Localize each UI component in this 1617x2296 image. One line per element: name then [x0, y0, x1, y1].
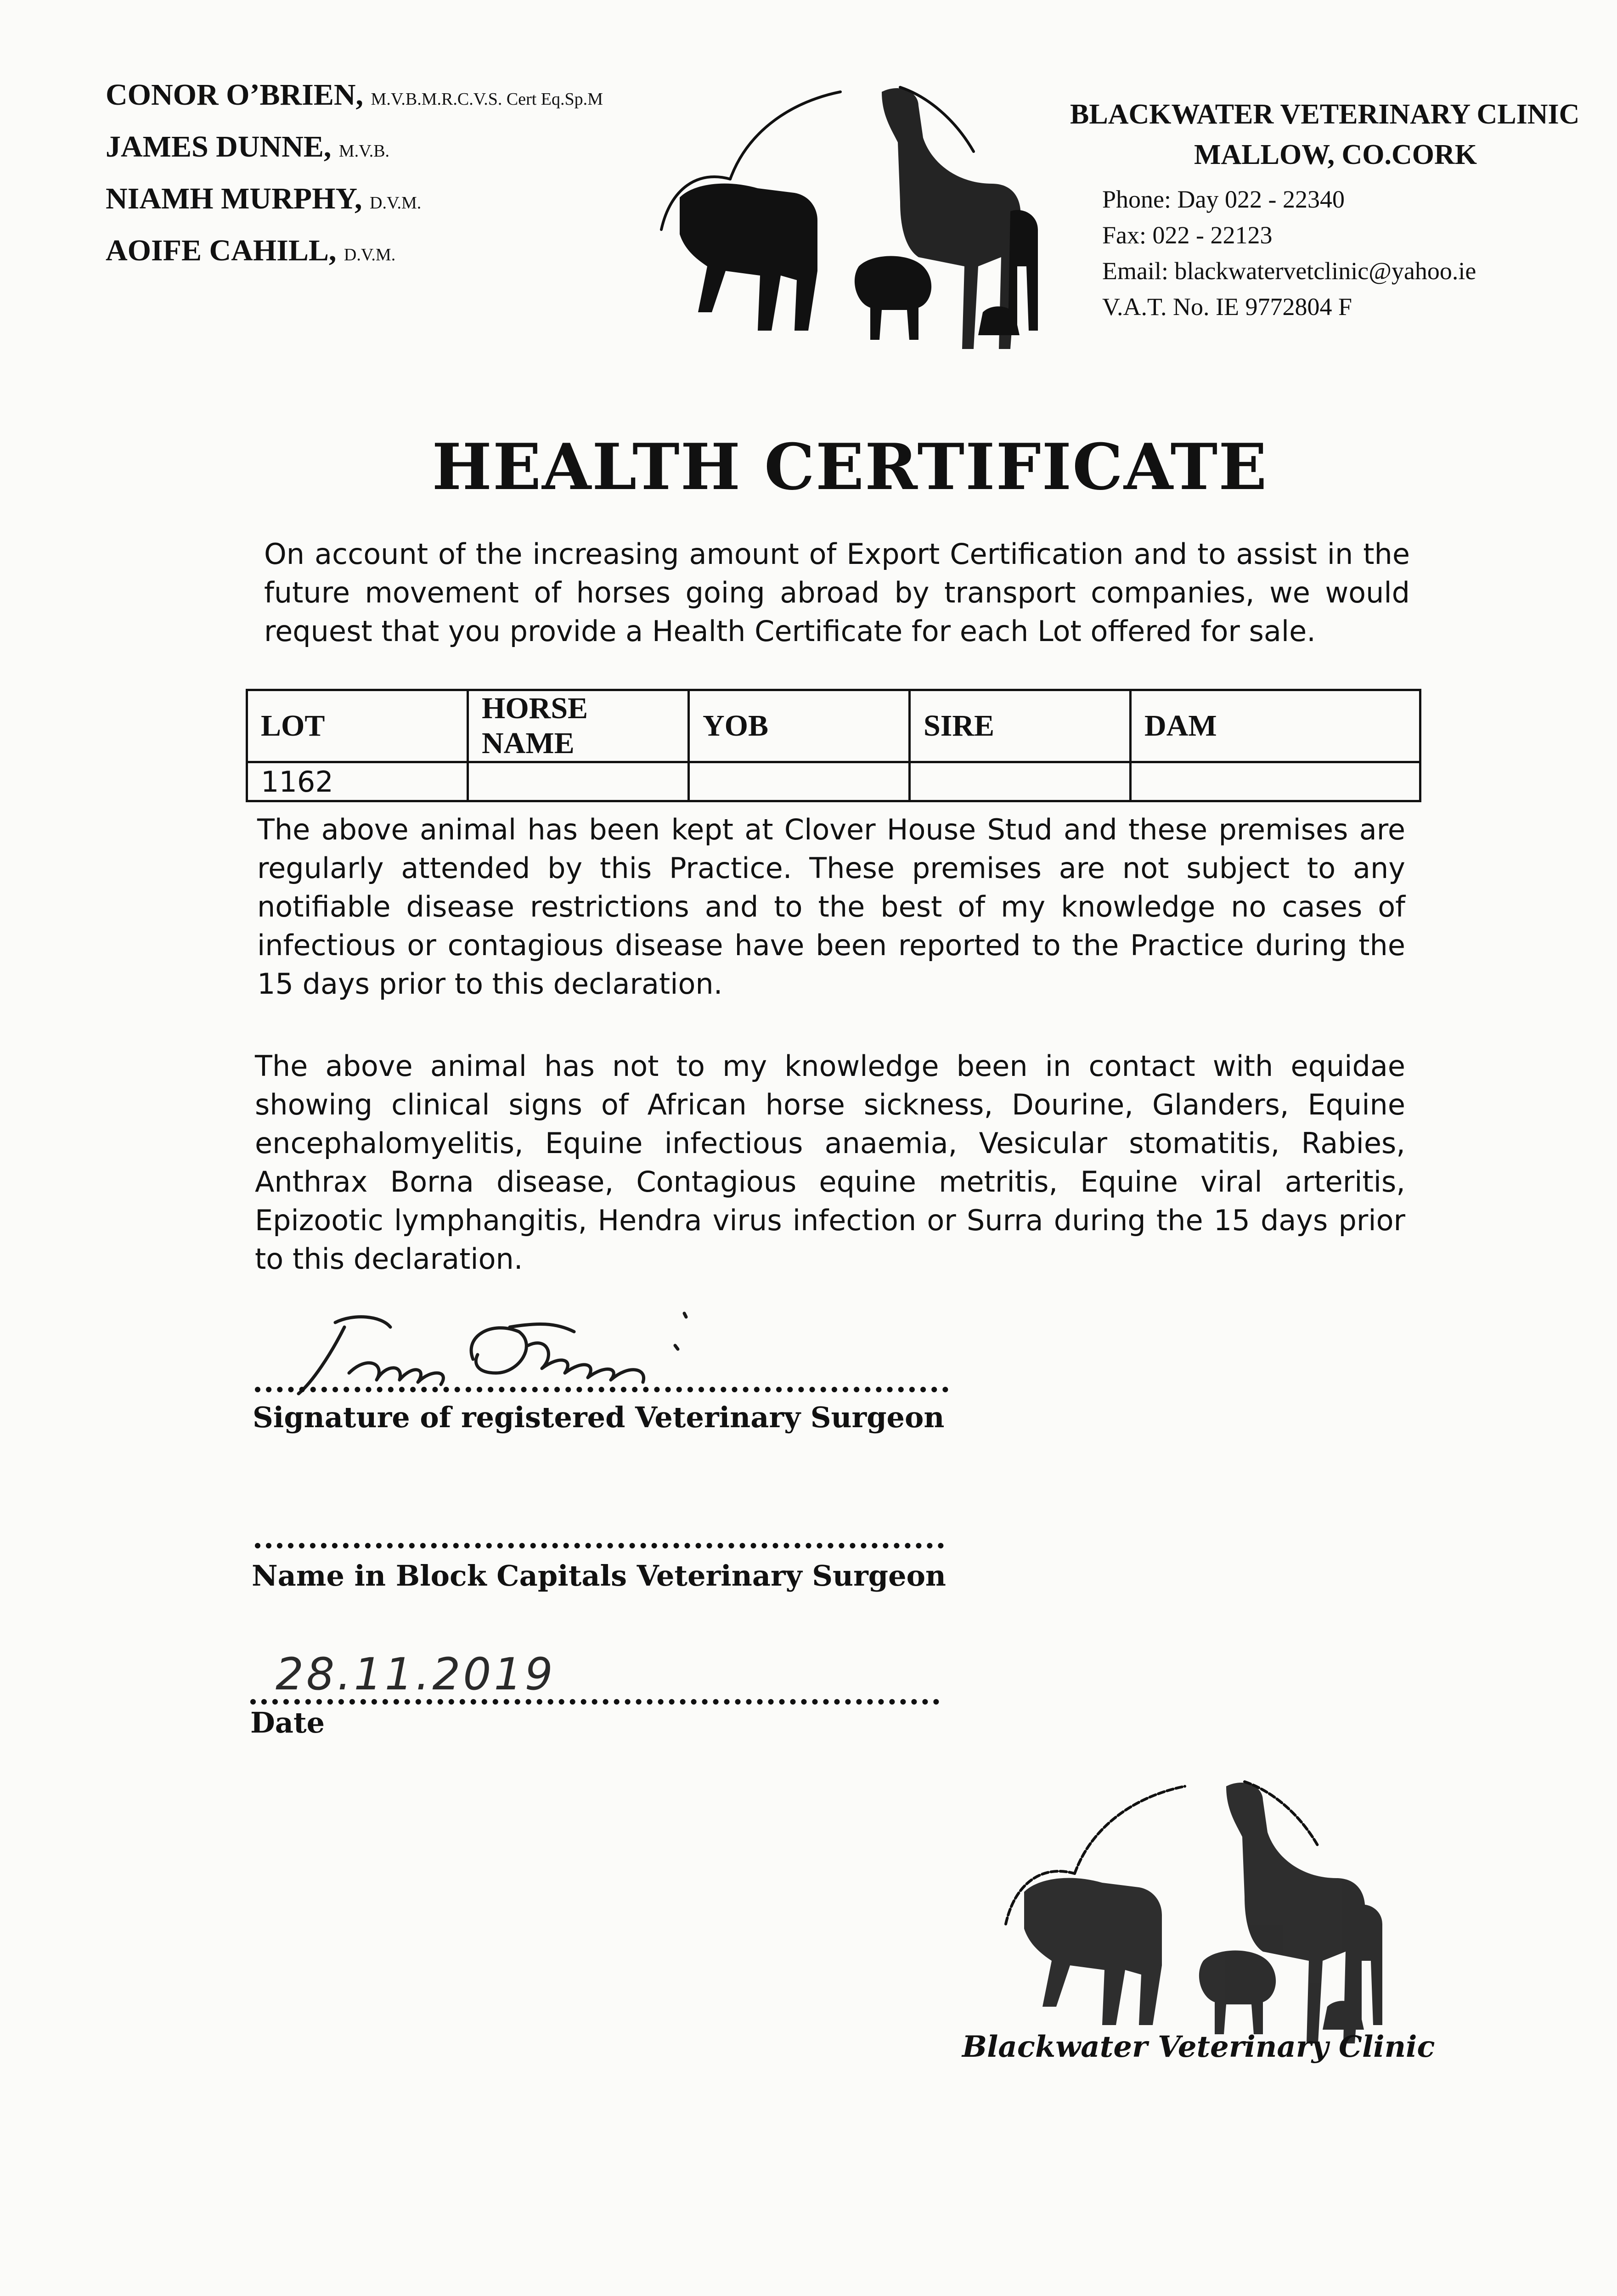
clinic-phone: Phone: Day 022 - 22340 [1102, 186, 1345, 213]
vet-entry [106, 71, 603, 123]
declaration-paragraph-1: The above animal has been kept at Clover House Stud and these premises are regularly attended by this Practice. These premises are not subject to any notifiable disease restrictions and to the best of my knowledge no cases of infectious or contagious disease have been reported to the Practice during the 15 days prior to this declaration. [257, 813, 1405, 1001]
header-lot: LOT [247, 690, 468, 762]
cell-sire [910, 762, 1131, 801]
vet-entry [106, 123, 603, 175]
date-label: Date [250, 1706, 325, 1739]
header-dam: DAM [1131, 690, 1420, 762]
document-title [0, 429, 1617, 504]
vet-entry [106, 175, 603, 227]
document-title-text: HEALTH CERTIFICATE [432, 429, 1268, 504]
vet-qualifications: M.V.B. [338, 141, 390, 161]
vet-qualifications: D.V.M. [370, 193, 422, 213]
clinic-email: Email: blackwatervetclinic@yahoo.ie [1102, 257, 1476, 285]
clinic-vat: V.A.T. No. IE 9772804 F [1102, 293, 1352, 321]
name-line [255, 1543, 944, 1548]
vet-qualifications: D.V.M. [344, 245, 396, 264]
signature-label: Signature of registered Veterinary Surgeon [253, 1401, 945, 1434]
handwritten-signature [280, 1295, 716, 1401]
declaration-paragraph-2: The above animal has not to my knowledge been in contact with equidae showing clinical signs of African horse sickness, Dourine, Glanders, Equine encephalomyelitis, Equine infectious anaemia, Vesicular stomatitis, Rabies, Anthrax Borna disease, Contagious equine metritis, Equine viral arteritis, Epizootic lymphangitis, Hendra virus infection or Surra during the 15 days prior to this declaration. [255, 1049, 1405, 1276]
lot-table [246, 689, 1421, 802]
clinic-name: BLACKWATER VETERINARY CLINIC [1070, 99, 1580, 130]
vet-name: AOIFE CAHILL, [106, 234, 337, 267]
cell-dam [1131, 762, 1420, 801]
cell-yob [689, 762, 910, 801]
cell-horse-name [468, 762, 689, 801]
name-label: Name in Block Capitals Veterinary Surgeon [252, 1559, 947, 1593]
vet-name: JAMES DUNNE, [106, 130, 332, 163]
signature-line [255, 1387, 948, 1392]
vet-name: NIAMH MURPHY, [106, 182, 362, 215]
header-yob: YOB [689, 690, 910, 762]
clinic-stamp-logo [987, 1768, 1392, 2043]
header-sire: SIRE [910, 690, 1131, 762]
date-line [250, 1699, 939, 1705]
clinic-fax: Fax: 022 - 22123 [1102, 221, 1273, 249]
vet-name: CONOR O’BRIEN, [106, 78, 364, 112]
stamp-clinic-name: Blackwater Veterinary Clinic [962, 2030, 1435, 2064]
clinic-logo [643, 73, 1047, 349]
cell-lot: 1162 [247, 762, 468, 801]
clinic-header [1070, 94, 1612, 175]
table-header-row [247, 690, 1420, 762]
handwritten-date: 28.11.2019 [276, 1649, 556, 1700]
clinic-contact [1102, 181, 1476, 325]
header-horse-name: HORSE NAME [468, 690, 689, 762]
clinic-location: MALLOW, CO.CORK [1194, 139, 1477, 170]
intro-paragraph: On account of the increasing amount of Export Certification and to assist in the future movement of horses going abroad by transport companies, we would request that you provide a Health Certificate for each Lot offered for sale. [264, 537, 1410, 648]
table-row [247, 762, 1420, 801]
vets-list [106, 71, 603, 279]
vet-qualifications: M.V.B.M.R.C.V.S. Cert Eq.Sp.M [371, 90, 603, 109]
vet-entry [106, 227, 603, 279]
